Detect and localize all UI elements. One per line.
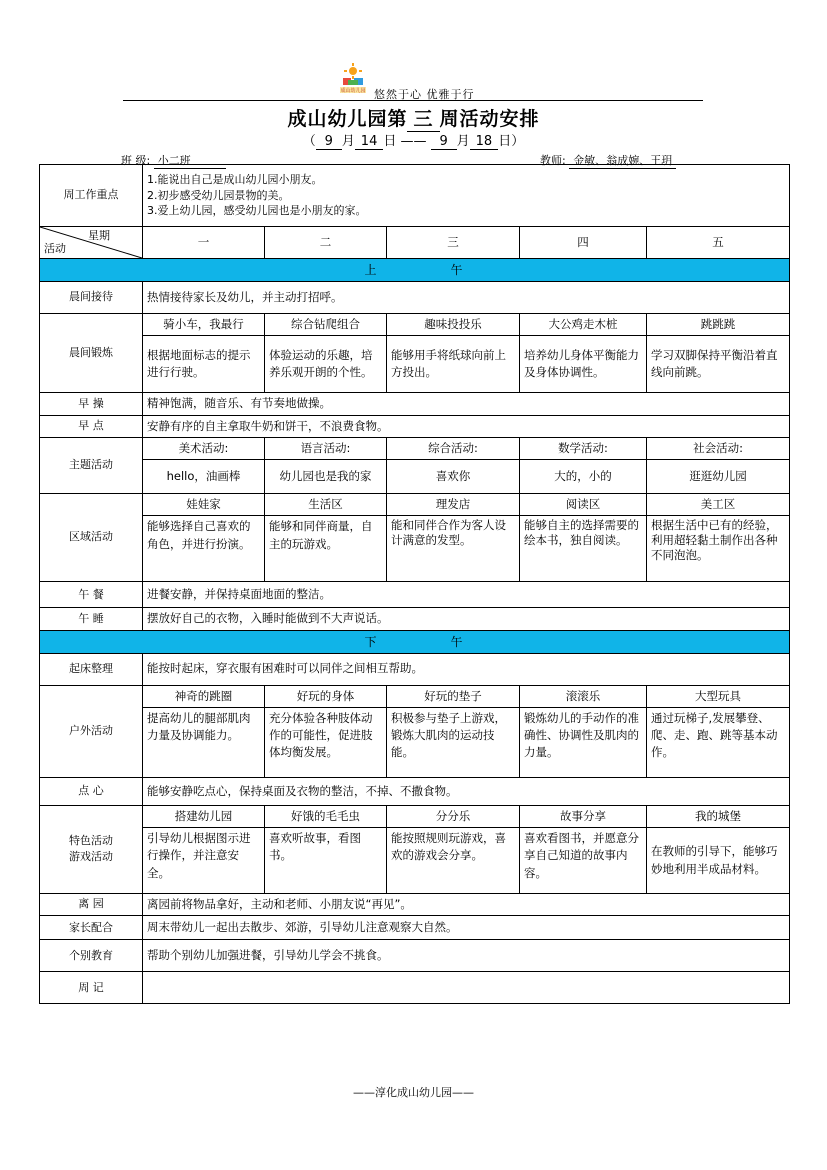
area-title: 理发店 [387, 494, 520, 516]
wake-row [40, 653, 790, 685]
exercise-goal-row [40, 336, 790, 393]
individual-row [40, 940, 790, 972]
theme-title: 美术活动: [143, 437, 265, 459]
outdoor-title: 滚滚乐 [520, 685, 647, 707]
exercise-goal: 体验运动的乐趣，培养乐观开朗的个性。 [265, 336, 387, 393]
outdoor-goal: 积极参与垫子上游戏，锻炼大肌肉的运动技能。 [387, 707, 520, 777]
date-close: 日） [498, 134, 525, 149]
notes-row [40, 972, 790, 1004]
exercise-goal: 能够用手将纸球向前上方投出。 [387, 336, 520, 393]
reception-row [40, 282, 790, 314]
date-range [0, 130, 827, 150]
month-char-2: 月 [456, 134, 470, 149]
motto: 悠然于心 优雅于行 [374, 88, 475, 101]
morning-band [40, 259, 790, 282]
lunch-row [40, 582, 790, 608]
area-title: 美工区 [647, 494, 790, 516]
focus-item: 2.初步感受幼儿园景物的美。 [147, 188, 290, 202]
gym-text: 精神饱满，随音乐、有节奏地做操。 [143, 393, 790, 415]
afternoon-band [40, 630, 790, 653]
area-goal: 根据生活中已有的经验，利用超轻黏土制作出各种不同泡泡。 [647, 516, 790, 582]
outdoor-title-row [40, 685, 790, 707]
weekly-focus-label: 周工作重点 [40, 165, 143, 227]
notes-text [143, 972, 790, 1004]
exercise-label: 晨间锻炼 [40, 314, 143, 393]
weekday-thu: 四 [520, 227, 647, 259]
diag-activity-label: 活动 [44, 241, 66, 255]
weekday-mon: 一 [143, 227, 265, 259]
special-goal: 能按照规则玩游戏，喜欢的游戏会分享。 [387, 828, 520, 894]
band-char: 午 [450, 634, 465, 649]
special-label-line: 游戏活动 [69, 850, 113, 864]
nap-row [40, 608, 790, 630]
individual-label: 个别教育 [40, 940, 143, 972]
special-title: 搭建幼儿园 [143, 805, 265, 827]
theme-title: 数学活动: [520, 437, 647, 459]
teacher-value: 金敏、翁成婉、王玥 [569, 152, 676, 169]
area-goal-row [40, 516, 790, 582]
date-separator: —— [400, 134, 427, 149]
reception-text: 热情接待家长及幼儿，并主动打招呼。 [143, 282, 790, 314]
end-day: 18 [470, 134, 499, 150]
area-goal: 能和同伴合作为客人设计满意的发型。 [387, 516, 520, 582]
special-label [40, 805, 143, 893]
theme-title-row [40, 437, 790, 459]
focus-item: 1.能说出自己是成山幼儿园小朋友。 [147, 172, 323, 186]
outdoor-goal: 锻炼幼儿的手动作的准确性、协调性及肌肉的力量。 [520, 707, 647, 777]
nap-text: 摆放好自己的衣物，入睡时能做到不大声说话。 [143, 608, 790, 630]
area-goal: 能够和同伴商量，自主的玩游戏。 [265, 516, 387, 582]
outdoor-goal-row [40, 707, 790, 777]
special-goal-row [40, 828, 790, 894]
snack-pm-label: 点 心 [40, 777, 143, 805]
special-goal: 喜欢听故事，看图书。 [265, 828, 387, 894]
outdoor-label: 户外活动 [40, 685, 143, 777]
exercise-title: 综合钻爬组合 [265, 314, 387, 336]
focus-item: 3.爱上幼儿园，感受幼儿园也是小朋友的家。 [147, 204, 367, 218]
month-char-1: 月 [341, 134, 355, 149]
end-month: 9 [431, 134, 457, 150]
area-label: 区域活动 [40, 494, 143, 582]
day-char: 日 [383, 134, 397, 149]
theme-name-row [40, 460, 790, 494]
snack-am-row [40, 415, 790, 437]
lunch-label: 午 餐 [40, 582, 143, 608]
theme-title: 语言活动: [265, 437, 387, 459]
special-title: 分分乐 [387, 805, 520, 827]
exercise-goal: 培养幼儿身体平衡能力及身体协调性。 [520, 336, 647, 393]
weekday-header-row [40, 227, 790, 259]
area-goal: 能够自主的选择需要的绘本书，独自阅读。 [520, 516, 647, 582]
kindergarten-logo [338, 62, 368, 96]
wake-text: 能按时起床，穿衣服有困难时可以同伴之间相互帮助。 [143, 653, 790, 685]
schedule-table [39, 164, 790, 1004]
notes-label: 周 记 [40, 972, 143, 1004]
special-goal: 喜欢看图书，并愿意分享自己知道的故事内容。 [520, 828, 647, 894]
area-title: 阅读区 [520, 494, 647, 516]
exercise-title: 骑小车，我最行 [143, 314, 265, 336]
snack-am-text: 安静有序的自主拿取牛奶和饼干，不浪费食物。 [143, 415, 790, 437]
outdoor-goal: 提高幼儿的腿部肌肉力量及协调能力。 [143, 707, 265, 777]
gym-label: 早 操 [40, 393, 143, 415]
leave-label: 离 园 [40, 894, 143, 916]
area-goal: 能够选择自己喜欢的角色，并进行扮演。 [143, 516, 265, 582]
leave-text: 离园前将物品拿好，主动和老师、小朋友说“再见”。 [143, 894, 790, 916]
theme-name: 喜欢你 [387, 460, 520, 494]
individual-text: 帮助个别幼儿加强进餐，引导幼儿学会不挑食。 [143, 940, 790, 972]
special-goal: 在教师的引导下，能够巧妙地利用半成品材料。 [647, 828, 790, 894]
parents-text: 周末带幼儿一起出去散步、郊游，引导幼儿注意观察大自然。 [143, 916, 790, 940]
snack-pm-text: 能够安静吃点心，保持桌面及衣物的整洁，不掉、不撒食物。 [143, 777, 790, 805]
special-title-row [40, 805, 790, 827]
header-divider [123, 100, 703, 101]
lunch-text: 进餐安静，并保持桌面地面的整洁。 [143, 582, 790, 608]
theme-title: 综合活动: [387, 437, 520, 459]
band-char: 午 [450, 263, 465, 277]
exercise-goal: 学习双脚保持平衡沿着直线向前跳。 [647, 336, 790, 393]
area-title-row [40, 494, 790, 516]
exercise-goal: 根据地面标志的提示进行行驶。 [143, 336, 265, 393]
special-title: 故事分享 [520, 805, 647, 827]
weekly-focus-row [40, 165, 790, 227]
class-label: 班 级: [121, 154, 151, 167]
band-char: 上 [364, 263, 379, 277]
theme-name: 逛逛幼儿园 [647, 460, 790, 494]
outdoor-title: 大型玩具 [647, 685, 790, 707]
theme-label: 主题活动 [40, 437, 143, 493]
outdoor-title: 好玩的身体 [265, 685, 387, 707]
class-value: 小二班 [154, 152, 226, 169]
theme-name: 幼儿园也是我的家 [265, 460, 387, 494]
nap-label: 午 睡 [40, 608, 143, 630]
weekday-fri: 五 [647, 227, 790, 259]
diagonal-header-cell [40, 227, 143, 259]
weekday-tue: 二 [265, 227, 387, 259]
title-suffix: 周活动安排 [439, 108, 540, 130]
wake-label: 起床整理 [40, 653, 143, 685]
start-day: 14 [355, 134, 384, 150]
diag-weekday-label: 星期 [88, 229, 110, 242]
weekday-wed: 三 [387, 227, 520, 259]
band-char: 下 [364, 634, 379, 649]
weekly-focus-content [143, 165, 790, 227]
page-header [0, 58, 827, 103]
snack-am-label: 早 点 [40, 415, 143, 437]
snack-pm-row [40, 777, 790, 805]
exercise-title-row [40, 314, 790, 336]
theme-title: 社会活动: [647, 437, 790, 459]
leave-row [40, 894, 790, 916]
reception-label: 晨间接待 [40, 282, 143, 314]
outdoor-goal: 充分体验各种肢体动作的可能性，促进肢体均衡发展。 [265, 707, 387, 777]
area-title: 生活区 [265, 494, 387, 516]
teacher-label: 教师: [540, 154, 566, 167]
title-prefix: 成山幼儿园第 [287, 108, 408, 130]
morning-band-row [40, 259, 790, 282]
exercise-title: 大公鸡走木桩 [520, 314, 647, 336]
parents-row [40, 916, 790, 940]
title-week: 三 [407, 104, 439, 132]
special-label-line: 特色活动 [69, 833, 113, 847]
theme-name: 大的，小的 [520, 460, 647, 494]
start-month: 9 [316, 134, 342, 150]
svg-text:成山幼儿园: 成山幼儿园 [340, 88, 366, 94]
special-title: 我的城堡 [647, 805, 790, 827]
date-open: （ [302, 134, 316, 149]
exercise-title: 趣味投投乐 [387, 314, 520, 336]
afternoon-band-row [40, 630, 790, 653]
gym-row [40, 393, 790, 415]
special-goal: 引导幼儿根据图示进行操作，并注意安全。 [143, 828, 265, 894]
outdoor-goal: 通过玩梯子,发展攀登、爬、走、跑、跳等基本动作。 [647, 707, 790, 777]
outdoor-title: 神奇的跳圈 [143, 685, 265, 707]
exercise-title: 跳跳跳 [647, 314, 790, 336]
area-title: 娃娃家 [143, 494, 265, 516]
page-title [0, 104, 827, 132]
theme-name: hello，油画棒 [143, 460, 265, 494]
parents-label: 家长配合 [40, 916, 143, 940]
page-footer: ——淳化成山幼儿园—— [353, 1086, 474, 1099]
special-title: 好饿的毛毛虫 [265, 805, 387, 827]
outdoor-title: 好玩的垫子 [387, 685, 520, 707]
